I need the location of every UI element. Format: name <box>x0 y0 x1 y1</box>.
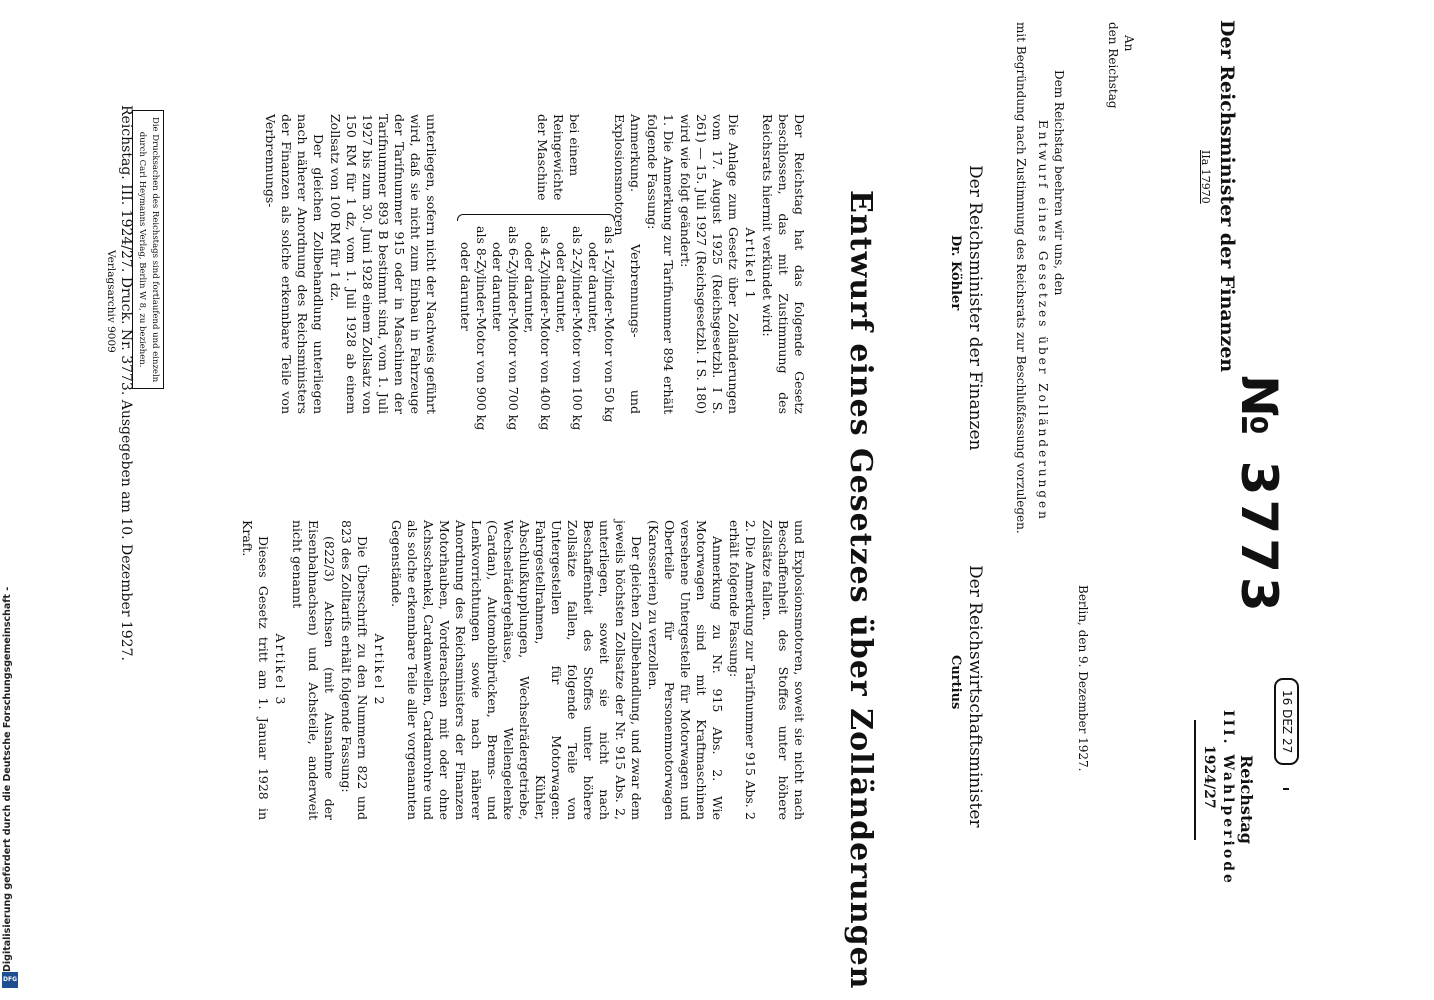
cover-line-3: mit Begründung nach Zustimmung des Reichsrats zur Beschlußfassung vorzulegen. <box>1014 22 1028 534</box>
article-2-heading: Artikel 2 <box>372 633 387 707</box>
minister-heading: Der Reichsminister der Finanzen <box>1216 20 1238 373</box>
footer-line: Reichstag. III. 1924/27. Druck. Nr. 3773. Ausgegeben am 10. Dezember 1927. <box>118 105 134 661</box>
motor-weight-table <box>447 114 617 431</box>
right-column <box>238 520 807 820</box>
article-2-text: Die Überschrift zu den Nummern 822 und 823 des Zolltarifs erhält folgende Fassung: <box>339 520 370 820</box>
item-2: 2. Die Anmerkung zur Tarifnummer 915 Abs. 2 erhält folgende Fassung: <box>727 520 758 820</box>
zollbehandlung-paragraph: Der gleichen Zollbehandlung, und zwar dem jeweils höchsten Zollsatze der Nr. 915 Abs. 2, unterliegen, soweit sie nicht nach Beschaffenheit des Stoffes unter höhere Zollsätze fallen, folgende Teile von Untergestellen für Motorwagen: Fahrgestellrahmen, Kühler, Abschlußkupplungen, Wechselrädergetriebe, Wechselrädergehäuse, Wellengelenke (Cardan), Automobilbrücken, Brems- und Lenkvorrichtungen sowie nach näherer Anordnung des Reichsministers der Finanzen Motorhauben, Vorderachsen mit oder ohne Achsschenkel, Cardanwellen, Cardanrohre und als solche erkennbare Teile aller vorgenannten Gegenstände. <box>389 520 644 820</box>
signature-left-name: Dr. Köhler <box>948 235 963 311</box>
place-date: Berlin, den 9. Dezember 1927. <box>1076 585 1090 772</box>
table-row: oder darunter <box>458 242 473 331</box>
intro-paragraph: Der Reichstag hat das folgende Gesetz beschlossen, das mit Zustimmung des Reichsrats hiermit verkündet wird: <box>760 114 807 414</box>
distribution-note-line-2: durch Carl Heymanns Verlag, Berlin W 8, zu beziehen. <box>137 131 148 368</box>
table-row: als 4-Zylinder-Motor von 400 kg <box>538 226 553 431</box>
table-row: oder darunter <box>490 242 505 331</box>
right-continuation: und Explosionsmotoren, soweit sie nicht nach Beschaffenheit des Stoffes unter höhere Zollsätze fallen. <box>760 520 807 820</box>
address-recipient: den Reichstag <box>1106 22 1120 109</box>
article-3-text: Dieses Gesetz tritt am 1. Januar 1928 in Kraft. <box>240 520 271 820</box>
article-1-heading: Artikel 1 <box>743 227 758 301</box>
table-row: als 1-Zylinder-Motor von 50 kg <box>602 226 617 423</box>
article-3-heading: Artikel 3 <box>273 633 288 707</box>
document-title: Entwurf eines Gesetzes über Zolländerungen <box>843 190 878 990</box>
signature-left-title: Der Reichsminister der Finanzen <box>965 165 985 451</box>
article-1-text: Die Anlage zum Gesetz über Zolländerungen vom 17. August 1925 (Reichsgesetzbl. I S. 261) — 15. Juli 1927 (Reichsgesetzbl. I S. 180) wird wie folgt geändert: <box>678 114 741 414</box>
received-stamp: 16 DEZ 27 <box>1274 678 1299 765</box>
after-table-paragraph: unterliegen, sofern nicht der Nachweis geführt wird, daß sie nicht zum Einbau in Fahrzeuge der Tarifnummer 915 oder in Maschinen der Tarifnummer 893 B bestimmt sind, vom 1. Juli 1927 bis zum 30. Juni 1928 einem Zollsatz von 150 RM für 1 dz, vom 1. Juli 1928 ab einem Zollsatz von 100 RM für 1 dz. <box>328 114 439 414</box>
left-column <box>610 114 807 414</box>
reichstag-heading: Reichstag <box>1237 755 1256 844</box>
item-1: 1. Die Anmerkung zur Tarifnummer 894 erhält folgende Fassung: <box>645 114 676 414</box>
distribution-note-line-1: Die Drucksachen des Reichstags sind fortlaufend und einzeln <box>150 117 160 383</box>
reference-number: IIa 17970 <box>1199 150 1212 204</box>
table-rows <box>457 226 617 430</box>
signature-right-title: Der Reichswirtschaftsminister <box>965 565 985 828</box>
article-2-quote: (822/3) Achsen (mit Ausnahme der Eisenbahnachsen) und Achsteile, anderweit nicht genannt <box>290 520 337 820</box>
table-row: als 6-Zylinder-Motor von 700 kg <box>506 226 521 431</box>
document-number: № 3773 <box>1230 375 1288 616</box>
table-brace <box>457 214 615 221</box>
distribution-note-box <box>133 110 165 389</box>
address-an: An <box>1122 35 1136 52</box>
cover-line-1: Dem Reichstag beehren wir uns, den <box>1052 70 1066 296</box>
header-rule <box>1194 720 1196 840</box>
signature-right-name: Curtius <box>948 655 963 710</box>
table-row: als 8-Zylinder-Motor von 900 kg <box>474 226 489 431</box>
anmerkung-894: Anmerkung. Verbrennungs- und Explosionsmotoren <box>612 114 643 414</box>
table-row: oder darunter, <box>522 242 537 334</box>
wahlperiode-years: 1924/27 <box>1201 745 1217 809</box>
table-row: als 2-Zylinder-Motor von 100 kg <box>570 226 585 431</box>
table-label: bei einem Reingewichte der Maschine <box>535 114 582 201</box>
wahlperiode-heading: III. Wahlperiode <box>1220 710 1236 886</box>
dfg-side-note <box>0 372 22 992</box>
dfg-side-text: Digitalisierung gefördert durch die Deutsche Forschungsgemeinschaft - <box>2 586 13 972</box>
cover-line-2: Entwurf eines Gesetzes über Zolländerungen <box>1036 120 1050 522</box>
dfg-logo-icon: DFG <box>2 972 18 988</box>
margin-mark <box>1283 788 1289 790</box>
closing-paragraph: Der gleichen Zollbehandlung unterliegen nach näherer Anordnung des Reichsministers der Finanzen als solche erkennbare Teile von Verbrennungs- <box>263 114 326 414</box>
left-column-continued <box>261 114 439 414</box>
table-row: oder darunter, <box>554 242 569 334</box>
anmerkung-915: Anmerkung zu Nr. 915 Abs. 2. Wie Motorwagen sind mit Kraftmaschinen versehene Untergestelle für Motorwagen und Oberteile für Personenmotorwagen (Karosserien) zu verzollen. <box>646 520 725 820</box>
verlag-line: Verlagsarchiv 9009 <box>105 250 117 353</box>
table-row: oder darunter, <box>586 242 601 334</box>
document-sheet <box>17 0 1317 1000</box>
